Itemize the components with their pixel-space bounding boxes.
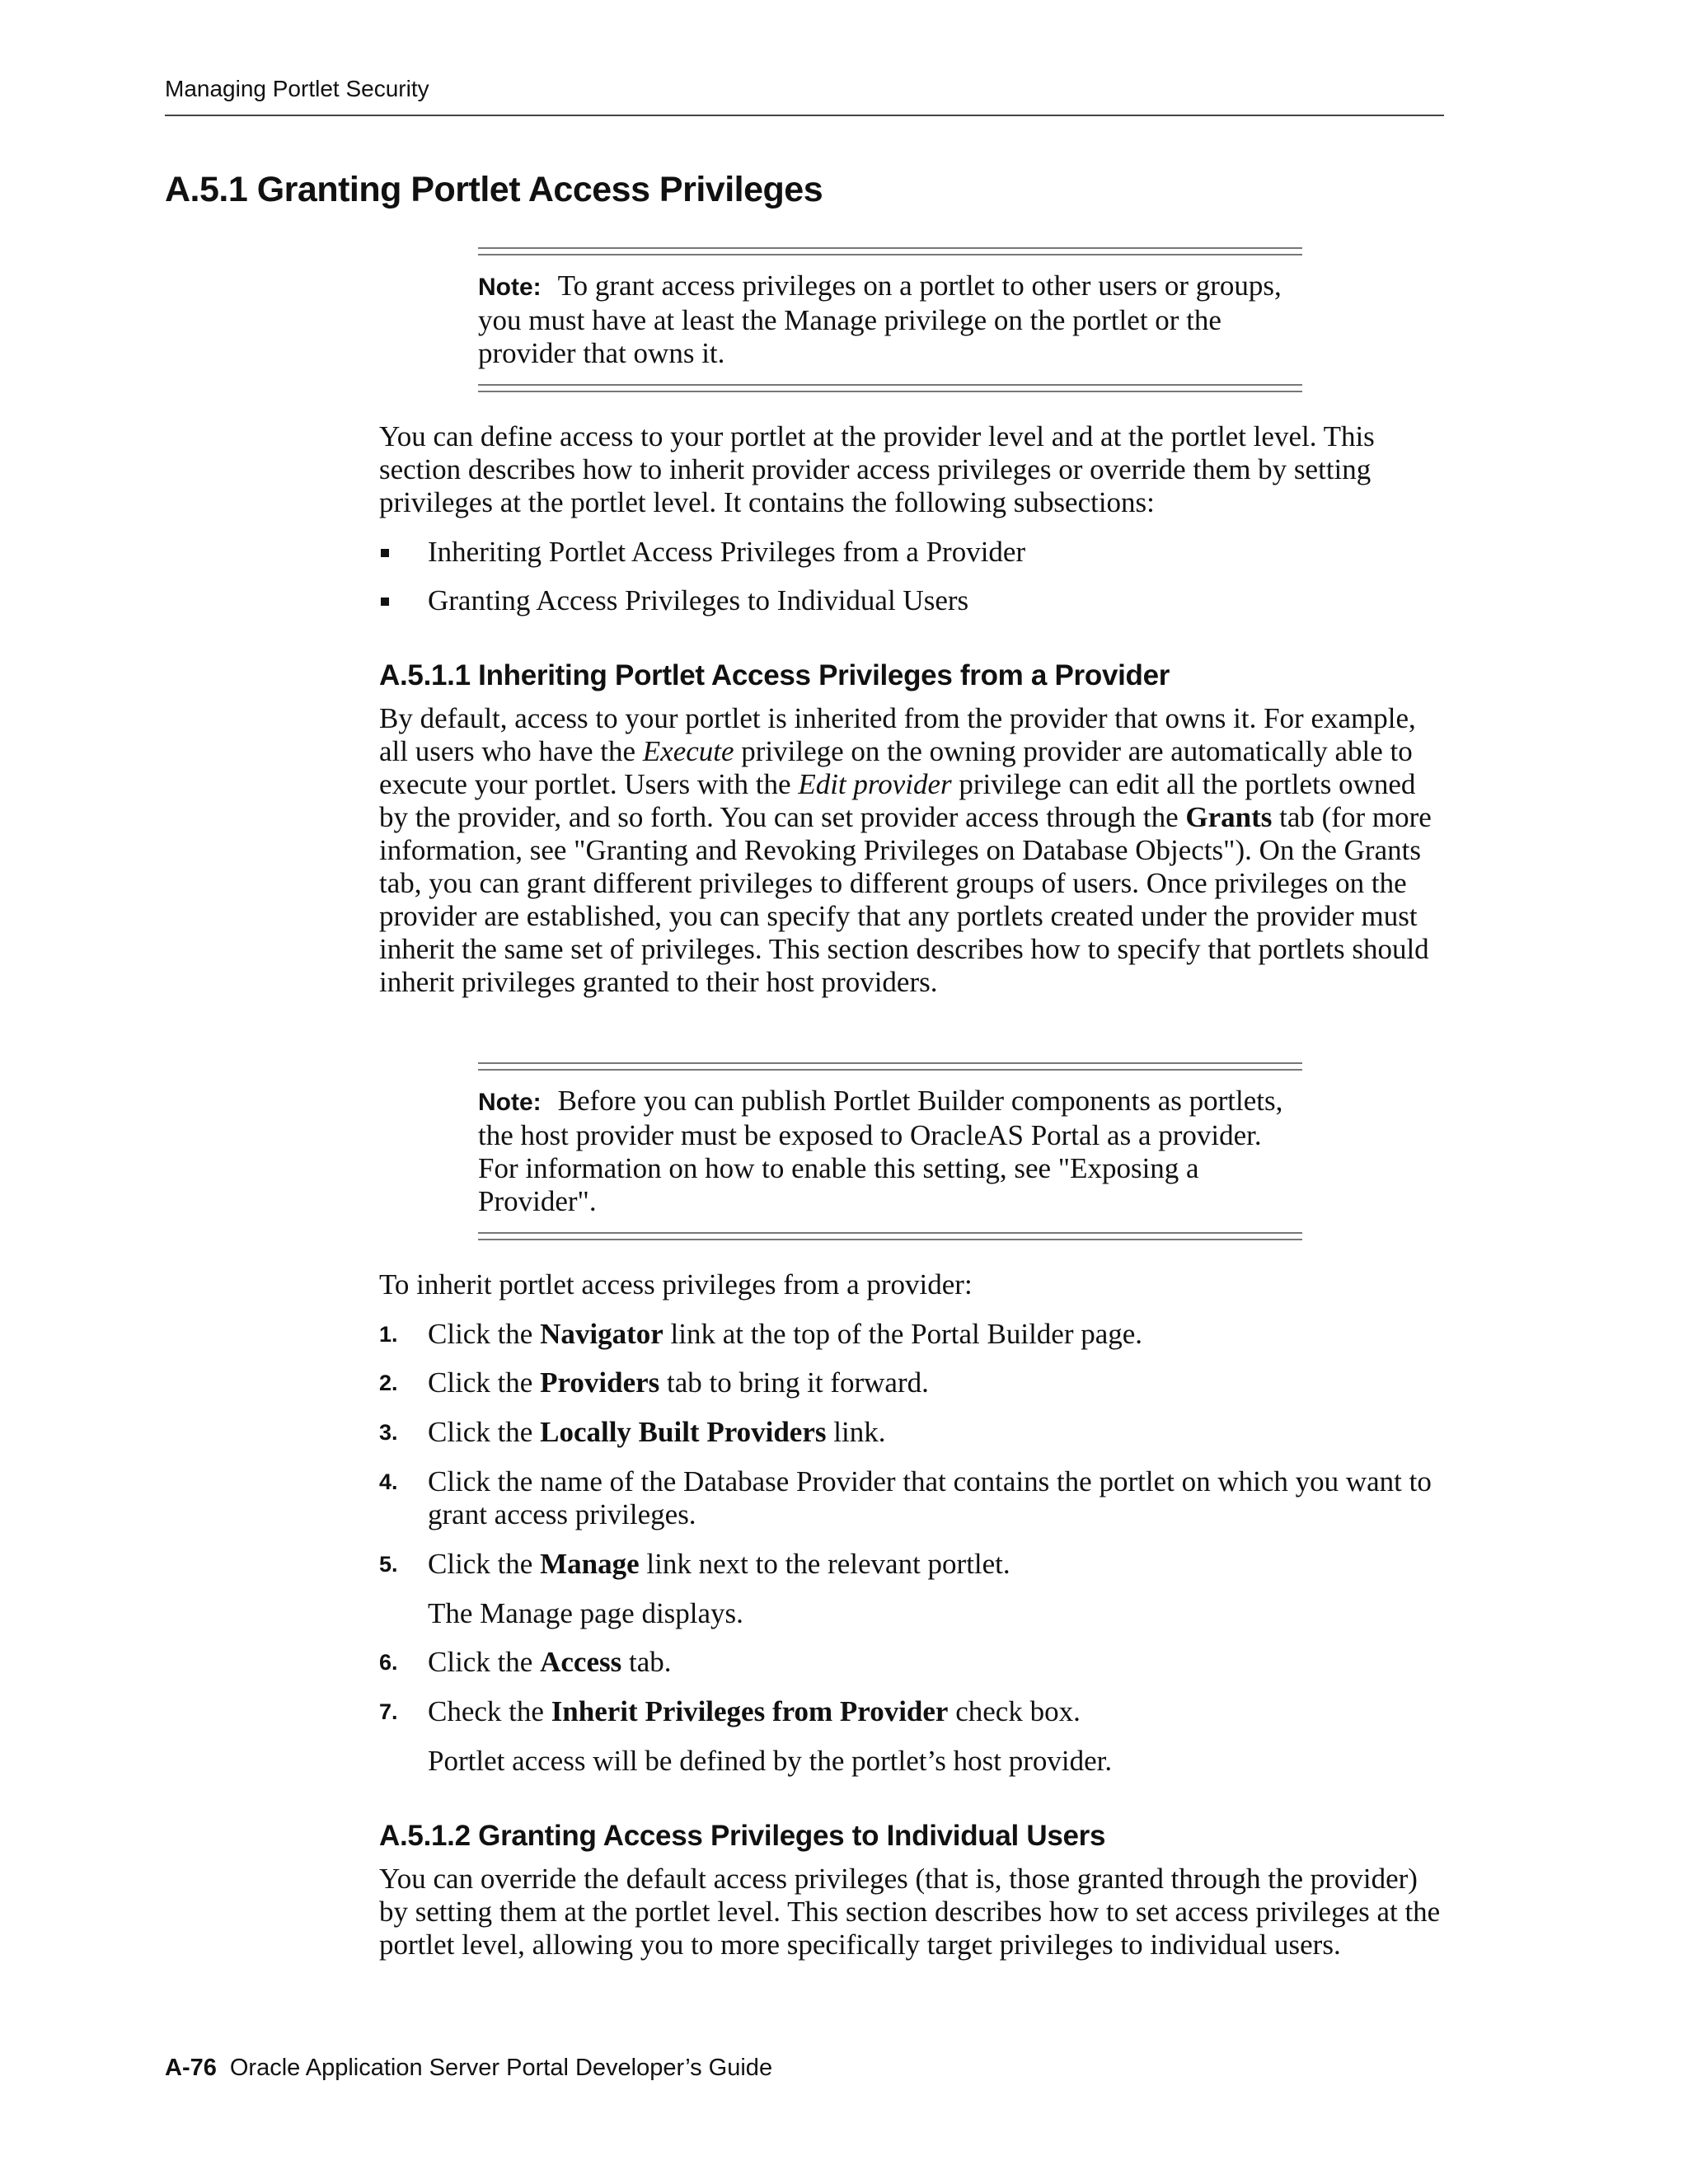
step-text bbox=[428, 1366, 1442, 1399]
text-run: tab. bbox=[621, 1646, 672, 1678]
step-number: 4. bbox=[379, 1469, 398, 1494]
text-run: Click the bbox=[428, 1366, 541, 1399]
step-text bbox=[428, 1646, 1442, 1679]
text-run: link. bbox=[826, 1416, 886, 1448]
bold-text: Access bbox=[540, 1646, 622, 1678]
text-run: link at the top of the Portal Builder page. bbox=[663, 1318, 1143, 1350]
book-title: Oracle Application Server Portal Developer’s Guide bbox=[229, 2055, 773, 2081]
step-text bbox=[428, 1318, 1442, 1351]
step-number: 2. bbox=[379, 1371, 398, 1395]
text-run: Click the bbox=[428, 1646, 541, 1678]
subsection2-paragraph-block bbox=[379, 1863, 1442, 1961]
text-run: Check the bbox=[428, 1695, 551, 1727]
text-run: Click the bbox=[428, 1416, 541, 1448]
note-top-rule bbox=[478, 1062, 1302, 1071]
bold-text: Navigator bbox=[540, 1318, 663, 1350]
procedure-intro: To inherit portlet access privileges from a provider: bbox=[379, 1268, 973, 1301]
step-number: 1. bbox=[379, 1322, 398, 1347]
step-number: 5. bbox=[379, 1552, 398, 1577]
list-item bbox=[379, 584, 1442, 617]
text-run: Click the bbox=[428, 1318, 541, 1350]
step-item bbox=[379, 1465, 1442, 1531]
subsection-link-text: Granting Access Privileges to Individual Users bbox=[428, 584, 969, 616]
note-body: To grant access privileges on a portlet to other users or groups, you must have at least the Manage privilege on the portlet or the provider that owns it. bbox=[478, 269, 1282, 369]
step-item bbox=[379, 1416, 1442, 1449]
note-box-1 bbox=[478, 247, 1302, 392]
intro-paragraph: You can define access to your portlet at the provider level and at the portlet level. This section describes how to inherit provider access privileges or override them by setting privileges at the portlet level. It contains the following subsections: bbox=[379, 420, 1375, 518]
bold-text: Inherit Privileges from Provider bbox=[551, 1695, 949, 1727]
text-run: check box. bbox=[948, 1695, 1081, 1727]
text-run: Click the bbox=[428, 1548, 541, 1580]
subsection-title: A.5.1.1 Inheriting Portlet Access Privileges from a Provider bbox=[379, 659, 1170, 691]
text-run: tab to bring it forward. bbox=[659, 1366, 929, 1399]
subsection2-paragraph: You can override the default access privileges (that is, those granted through the provider) by setting them at the portlet level. This section describes how to set access privileges at the portlet level, allowing you to more specifically target privileges to individual users. bbox=[379, 1863, 1441, 1961]
step-number: 7. bbox=[379, 1699, 398, 1724]
page-number: A-76 bbox=[165, 2055, 217, 2081]
section-title: A.5.1 Granting Portlet Access Privileges bbox=[165, 170, 823, 209]
note-text bbox=[478, 255, 1302, 384]
note-label: Note: bbox=[478, 1089, 542, 1116]
step-text bbox=[428, 1695, 1442, 1728]
bold-text: Manage bbox=[540, 1548, 640, 1580]
bullet-square-icon bbox=[381, 598, 389, 606]
step-number: 3. bbox=[379, 1420, 398, 1445]
step-item bbox=[379, 1366, 1442, 1399]
note-label: Note: bbox=[478, 274, 542, 301]
text-run: Click the name of the Database Provider that contains the portlet on which you want to grant access privileges. bbox=[428, 1465, 1432, 1530]
subsection-title: A.5.1.2 Granting Access Privileges to Individual Users bbox=[379, 1820, 1106, 1852]
note-box-2 bbox=[478, 1062, 1302, 1240]
procedure-intro-block bbox=[379, 1268, 1442, 1301]
step-result: The Manage page displays. bbox=[428, 1597, 743, 1629]
step-item bbox=[379, 1318, 1442, 1351]
bold-text: Locally Built Providers bbox=[540, 1416, 827, 1448]
step-item bbox=[379, 1646, 1442, 1679]
step-result: Portlet access will be defined by the portlet’s host provider. bbox=[428, 1745, 1113, 1777]
subsection1-paragraph bbox=[379, 702, 1442, 999]
header-rule bbox=[165, 115, 1444, 116]
note-bottom-rule bbox=[478, 1232, 1302, 1240]
bold-text: Grants bbox=[1185, 801, 1273, 833]
step-item bbox=[379, 1548, 1442, 1581]
page-footer bbox=[165, 2055, 772, 2082]
note-top-rule bbox=[478, 247, 1302, 255]
text-run: privilege on the owning provider are automatically able to execute your portlet. Users with the bbox=[379, 735, 1413, 800]
bold-text: Providers bbox=[540, 1366, 660, 1399]
step-text bbox=[428, 1465, 1442, 1531]
note-body: Before you can publish Portlet Builder components as portlets, the host provider must be exposed to OracleAS Portal as a provider. For information on how to enable this setting, see "Exposing a Provider". bbox=[478, 1085, 1283, 1217]
emphasis-text: Execute bbox=[642, 735, 734, 767]
running-header: Managing Portlet Security bbox=[165, 76, 429, 101]
subsection-link-text: Inheriting Portlet Access Privileges from a Provider bbox=[428, 536, 1026, 568]
list-item bbox=[379, 536, 1442, 569]
text-run: privilege can edit all the portlets owned by the provider, and so forth. You can set provider access through the bbox=[379, 768, 1416, 833]
step-number: 6. bbox=[379, 1650, 398, 1675]
emphasis-text: Edit provider bbox=[798, 768, 952, 800]
subsection1-paragraph-block bbox=[379, 702, 1442, 999]
bullet-square-icon bbox=[381, 549, 389, 557]
intro-paragraph-block bbox=[379, 420, 1442, 519]
text-run: link next to the relevant portlet. bbox=[639, 1548, 1010, 1580]
note-bottom-rule bbox=[478, 384, 1302, 392]
step-item bbox=[379, 1695, 1442, 1728]
text-run: By default, access to your portlet is inherited from the provider that owns it. For example, all users who have the bbox=[379, 702, 1416, 767]
step-text bbox=[428, 1416, 1442, 1449]
note-text bbox=[478, 1071, 1302, 1232]
step-text bbox=[428, 1548, 1442, 1581]
text-run: tab (for more information, see "Granting and Revoking Privileges on Database Objects"). On the Grants tab, you can grant different privileges to different groups of users. Once privileges on the provider are established, you can specify that any portlets created under the provider must inherit the same set of privileges. This section describes how to specify that portlets should inherit privileges granted to their host providers. bbox=[379, 801, 1432, 998]
